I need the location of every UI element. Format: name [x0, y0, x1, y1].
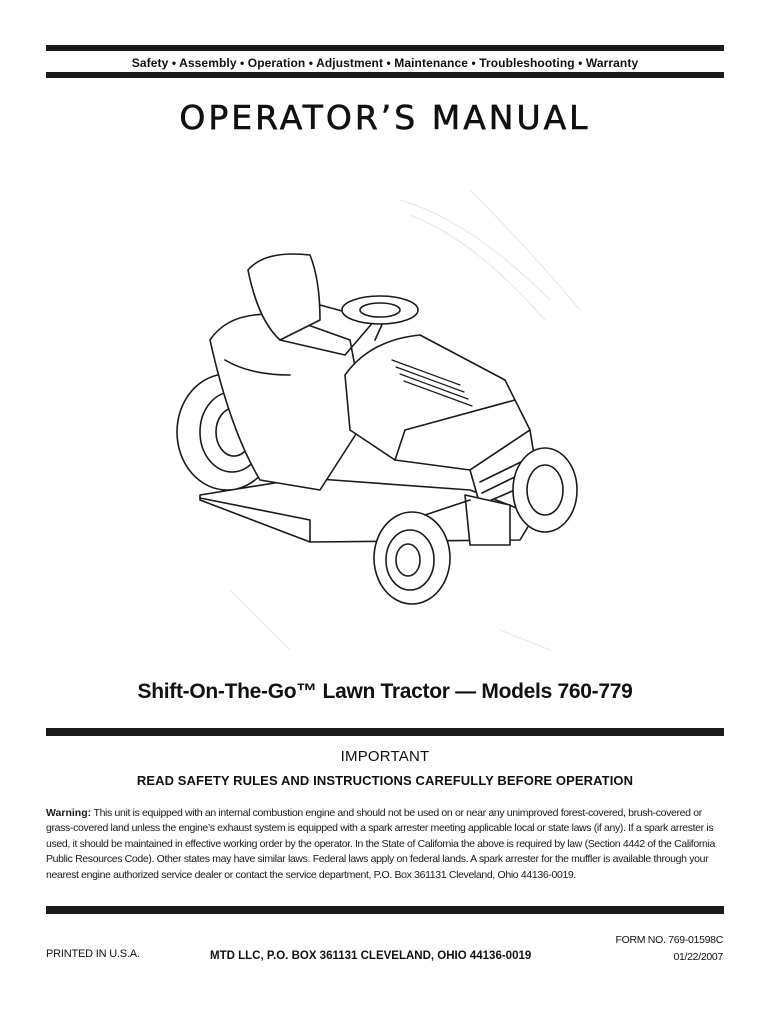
- warning-paragraph: [46, 806, 722, 883]
- company-address: MTD LLC, P.O. BOX 361131 CLEVELAND, OHIO 44136-0019: [210, 950, 532, 962]
- form-date: 01/22/2007: [673, 951, 723, 963]
- warning-label: Warning:: [46, 807, 92, 819]
- lawn-tractor-illustration: [170, 160, 610, 660]
- form-number: FORM NO. 769-01598C: [615, 934, 723, 946]
- top-rule-1: [46, 45, 724, 51]
- product-subtitle: Shift-On-The-Go™ Lawn Tractor — Models 760-779: [137, 680, 633, 703]
- important-heading: IMPORTANT: [340, 748, 430, 765]
- topics-bar: Safety • Assembly • Operation • Adjustment • Maintenance • Troubleshooting • Warranty: [131, 56, 639, 70]
- top-rule-2: [46, 72, 724, 78]
- mid-rule: [46, 728, 724, 736]
- bottom-rule: [46, 906, 724, 914]
- warning-text: This unit is equipped with an internal combustion engine and should not be used on or near any unimproved forest-covered, brush-covered or grass-covered land unless the engine’s exhaust system is equipped with a spark arrester meeting applicable local or state laws (if any). If a spark arrester is used, it should be maintained in effective working order by the operator. In the State of California the above is required by law (Section 4442 of the California Public Resources Code). Other states may have similar laws. Federal laws apply on federal lands. A spark arrester for the muffler is available through your nearest engine authorized service dealer or contact the service department, P.O. Box 361131 Cleveland, Ohio 44136-0019.: [46, 807, 715, 881]
- printed-in-usa: PRINTED IN U.S.A.: [46, 948, 140, 960]
- page-title: OPERATOR’S MANUAL: [179, 98, 591, 137]
- read-safety-heading: READ SAFETY RULES AND INSTRUCTIONS CAREFULLY BEFORE OPERATION: [136, 773, 634, 788]
